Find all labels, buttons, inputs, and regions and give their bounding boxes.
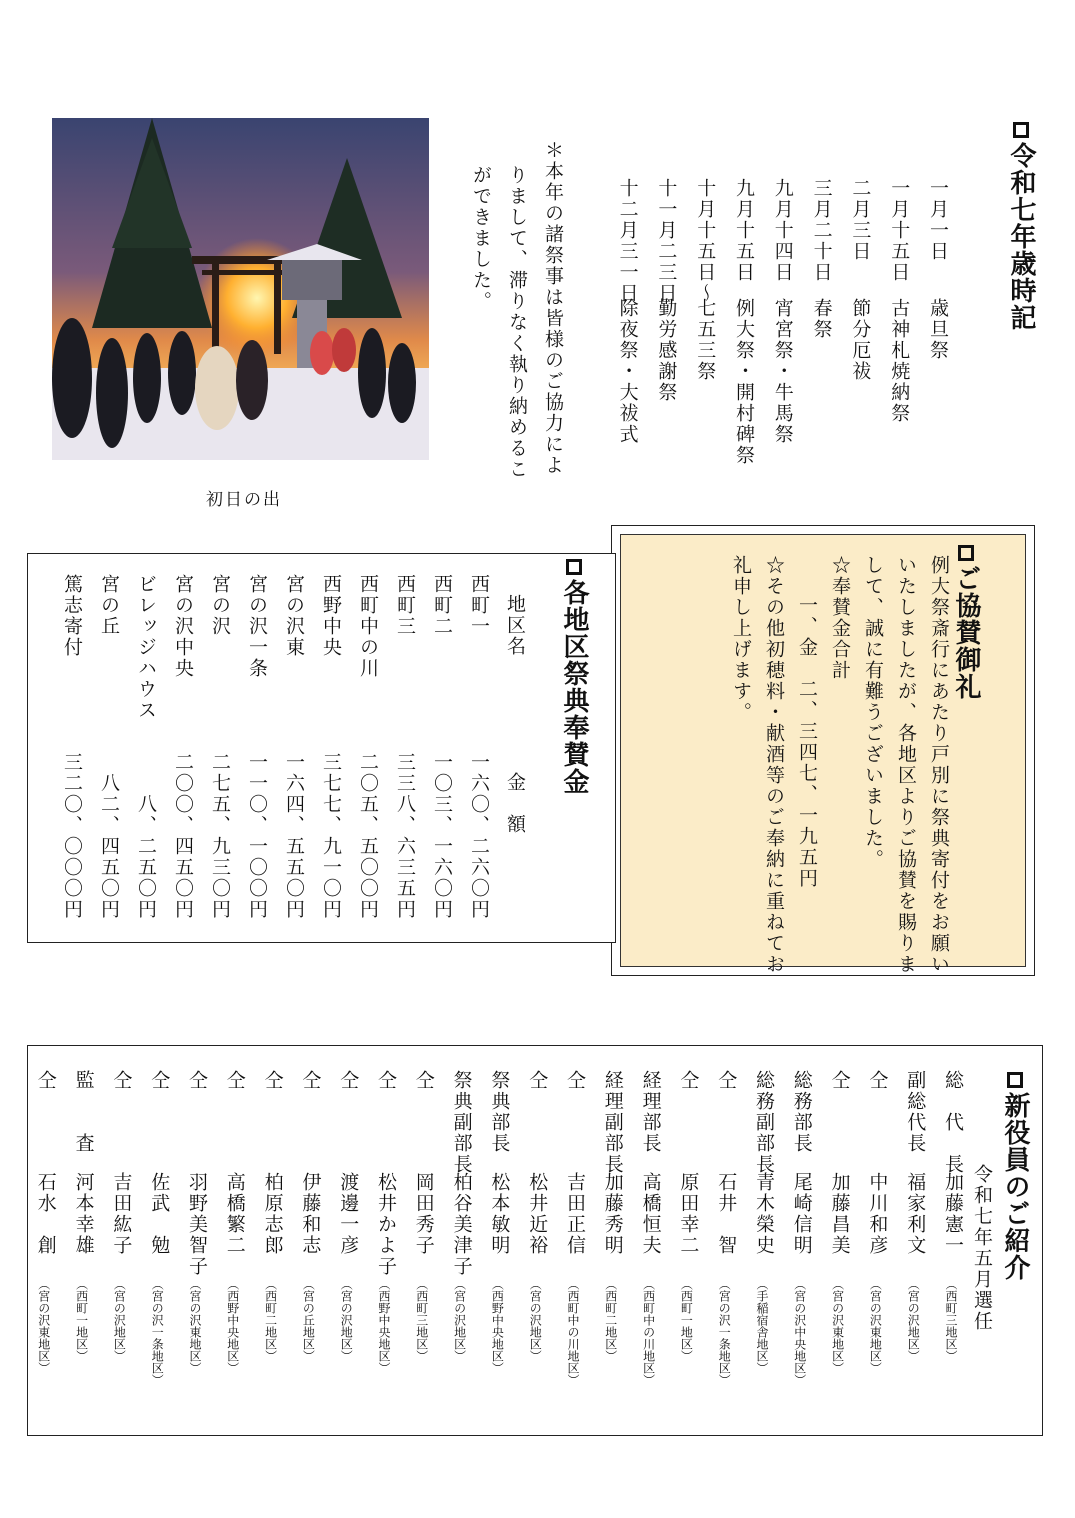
event-name: 歳旦祭 xyxy=(927,298,949,361)
officer-role: 経理部長 xyxy=(639,1070,662,1154)
officer-role: 仝 xyxy=(299,1070,322,1091)
district-name: 西野中央 xyxy=(320,574,342,658)
officer-area: （宮の沢中央地区） xyxy=(792,1278,807,1386)
officer-role: 仝 xyxy=(148,1070,171,1091)
officer-name: 松井近裕 xyxy=(526,1172,549,1256)
officer-name: 羽野美智子 xyxy=(186,1172,208,1277)
officers-date: 令和七年五月選任 xyxy=(971,1164,993,1332)
checkbox-bullet-icon xyxy=(958,545,974,561)
officer-name: 福家利文 xyxy=(904,1172,927,1256)
officer-name: 河本幸雄 xyxy=(72,1172,95,1256)
district-name: 宮の沢東 xyxy=(283,574,305,658)
officer-role: 経理副部長 xyxy=(601,1070,624,1175)
event-name: 勤労感謝祭 xyxy=(655,298,678,403)
event-date: 十二月三一日 xyxy=(616,178,639,304)
event-date: 十月十五日～ xyxy=(694,178,717,304)
officer-area: （西町中の川地区） xyxy=(641,1278,656,1386)
event-name: 節分厄祓 xyxy=(849,298,872,382)
officer-name: 吉田正信 xyxy=(564,1172,586,1256)
officer-name: 石水 創 xyxy=(34,1172,57,1256)
district-col-header-name: 地区名 xyxy=(504,594,526,657)
officer-role: 仝 xyxy=(186,1070,208,1091)
photo-caption: 初日の出 xyxy=(206,490,282,510)
officer-role: 仝 xyxy=(337,1070,360,1091)
officers-box xyxy=(27,1045,1043,1436)
officer-name: 原田幸二 xyxy=(677,1172,700,1256)
officer-name: 加藤秀明 xyxy=(601,1172,624,1256)
officer-role: 総 代 長 xyxy=(942,1070,964,1175)
officer-role: 仝 xyxy=(34,1070,57,1091)
officer-area: （西町三地区） xyxy=(944,1278,958,1362)
district-name: 宮の沢中央 xyxy=(172,574,194,679)
thanks-heading xyxy=(948,545,985,700)
officer-area: （宮の沢東地区） xyxy=(868,1278,883,1374)
new-year-sunrise-photo xyxy=(52,118,429,460)
district-amount: 一〇三、一六〇円 xyxy=(431,752,453,920)
officer-area: （西町三地区） xyxy=(414,1278,429,1362)
officers-heading-text: 新役員のご紹介 xyxy=(1000,1092,1030,1281)
officer-role: 仝 xyxy=(412,1070,435,1091)
officer-area: （宮の沢一条地区） xyxy=(717,1278,732,1386)
district-amount: 三三八、六三五円 xyxy=(394,752,416,920)
officer-area: （西野中央地区） xyxy=(225,1278,240,1374)
officer-role: 仝 xyxy=(715,1070,738,1091)
district-name: 西町二 xyxy=(431,574,453,637)
event-name: 除夜祭・大祓式 xyxy=(616,298,639,445)
officer-role: 仝 xyxy=(677,1070,700,1091)
officer-name: 伊藤和志 xyxy=(299,1172,322,1256)
officer-name: 石井 智 xyxy=(715,1172,738,1256)
officer-name: 高橋恒夫 xyxy=(639,1172,662,1256)
calendar-section xyxy=(0,0,1075,520)
district-amount: 二〇〇、四五〇円 xyxy=(172,752,194,920)
thanks-box xyxy=(611,525,1035,976)
event-name: 宵宮祭・牛馬祭 xyxy=(771,298,794,445)
district-amount: 三七七、九一〇円 xyxy=(320,752,342,920)
event-name: 春祭 xyxy=(810,298,833,340)
event-date: 九月十五日 xyxy=(733,178,755,283)
thanks-line: して、誠に有難うございました。 xyxy=(862,555,884,870)
event-date: 一月一日 xyxy=(927,178,949,262)
officer-role: 総務部長 xyxy=(790,1070,813,1154)
district-name: 西町中の川 xyxy=(357,574,379,679)
officer-area: （宮の沢東地区） xyxy=(830,1278,845,1374)
district-amount: 二〇五、五〇〇円 xyxy=(357,752,379,920)
officer-area: （宮の沢地区） xyxy=(528,1278,543,1362)
officer-area: （西町二地区） xyxy=(263,1278,278,1362)
officer-area: （宮の沢東地区） xyxy=(188,1278,202,1374)
officer-role: 仝 xyxy=(564,1070,586,1091)
officer-name: 吉田紘子 xyxy=(110,1172,133,1256)
district-heading-text: 各地区祭典奉賛金 xyxy=(559,579,589,795)
district-heading xyxy=(556,559,593,795)
event-name: 古神札焼納祭 xyxy=(888,298,911,424)
district-name: 西町一 xyxy=(468,574,490,637)
officer-role: 祭典部長 xyxy=(488,1070,511,1154)
event-date: 三月二十日 xyxy=(810,178,833,283)
event-date: 十一月二三日 xyxy=(655,178,678,304)
district-name: ビレッジハウス xyxy=(135,574,157,721)
district-amount: 三二〇、〇〇〇円 xyxy=(61,752,83,920)
district-amount: 八、二五〇円 xyxy=(135,794,157,920)
officer-name: 加藤憲一 xyxy=(942,1172,964,1256)
thanks-line: いたしましたが、各地区よりご協賛を賜りま xyxy=(895,555,917,975)
officer-area: （宮の沢一条地区） xyxy=(150,1278,165,1386)
district-name: 宮の沢 xyxy=(209,574,231,637)
thanks-panel xyxy=(620,534,1026,975)
checkbox-bullet-icon xyxy=(566,559,582,575)
district-name: 西町三 xyxy=(394,574,416,637)
officer-area: （宮の丘地区） xyxy=(301,1278,316,1362)
officers-heading xyxy=(997,1072,1034,1281)
officer-name: 高橋繁二 xyxy=(223,1172,246,1256)
officer-name: 佐武 勉 xyxy=(148,1172,171,1256)
officer-name: 中川和彦 xyxy=(866,1172,889,1256)
officer-area: （手稲宿舎地区） xyxy=(755,1278,769,1374)
district-col-header-amount: 金 額 xyxy=(504,772,526,835)
officer-area: （西町一地区） xyxy=(74,1278,89,1362)
district-box xyxy=(27,553,616,943)
event-name: 七五三祭 xyxy=(694,298,717,382)
officer-role: 仝 xyxy=(261,1070,284,1091)
officer-area: （宮の沢地区） xyxy=(112,1278,127,1362)
thanks-line: ☆その他初穂料・献酒等のご奉納に重ねてお xyxy=(763,555,785,975)
thanks-heading-text: ご協賛御礼 xyxy=(951,565,981,700)
officer-area: （西町一地区） xyxy=(679,1278,694,1362)
thanks-line: 例大祭斎行にあたり戸別に祭典寄付をお願い xyxy=(928,555,950,975)
officer-role: 仝 xyxy=(110,1070,133,1091)
officer-role: 祭典副部長 xyxy=(450,1070,473,1175)
checkbox-bullet-icon xyxy=(1013,122,1029,138)
officer-name: 加藤昌美 xyxy=(828,1172,851,1256)
note-line: ができました。 xyxy=(470,165,492,312)
district-amount: 一一〇、一〇〇円 xyxy=(246,752,268,920)
district-amount: 八二、四五〇円 xyxy=(98,773,120,920)
officer-name: 青木榮史 xyxy=(753,1172,775,1256)
officer-role: 副総代長 xyxy=(904,1070,927,1154)
officer-role: 仝 xyxy=(866,1070,889,1091)
district-amount: 一六〇、二六〇円 xyxy=(468,752,490,920)
event-date: 九月十四日 xyxy=(771,178,794,283)
officer-name: 柏原志郎 xyxy=(261,1172,284,1256)
officer-area: （宮の沢地区） xyxy=(339,1278,354,1362)
calendar-heading-text: 令和七年歳時記 xyxy=(1006,142,1036,331)
officer-role: 仝 xyxy=(223,1070,246,1091)
event-date: 一月十五日 xyxy=(888,178,911,283)
thanks-line: ☆奉賛金合計 xyxy=(829,555,851,681)
officer-role: 仝 xyxy=(375,1070,397,1091)
checkbox-bullet-icon xyxy=(1007,1072,1023,1088)
officer-role: 監 査 xyxy=(72,1070,95,1154)
officer-area: （西町中の川地区） xyxy=(566,1278,580,1386)
officer-area: （西野中央地区） xyxy=(377,1278,391,1374)
officer-role: 総務副部長 xyxy=(753,1070,775,1175)
officer-area: （宮の沢東地区） xyxy=(36,1278,51,1374)
officer-area: （宮の沢地区） xyxy=(452,1278,467,1362)
thanks-line: 礼申し上げます。 xyxy=(730,555,752,723)
officer-name: 松本敏明 xyxy=(488,1172,511,1256)
officer-name: 岡田秀子 xyxy=(412,1172,435,1256)
district-name: 篤志寄付 xyxy=(61,574,83,658)
officer-name: 尾崎信明 xyxy=(790,1172,813,1256)
district-amount: 二七五、九三〇円 xyxy=(209,752,231,920)
district-name: 宮の沢一条 xyxy=(246,574,268,679)
officer-name: 渡邊一彦 xyxy=(337,1172,360,1256)
calendar-heading xyxy=(1003,122,1040,331)
officer-area: （西野中央地区） xyxy=(490,1278,505,1374)
note-line: りまして、滞りなく執り納めるこ xyxy=(506,165,528,480)
event-date: 二月三日 xyxy=(849,178,872,262)
officer-name: 松井かよ子 xyxy=(375,1172,397,1277)
district-amount: 一六四、五五〇円 xyxy=(283,752,305,920)
officer-role: 仝 xyxy=(828,1070,851,1091)
officer-role: 仝 xyxy=(526,1070,549,1091)
district-name: 宮の丘 xyxy=(98,574,120,637)
officer-area: （宮の沢地区） xyxy=(906,1278,921,1362)
note-line: ＊本年の諸祭事は皆様のご協力によ xyxy=(542,140,564,476)
officer-area: （西町二地区） xyxy=(603,1278,618,1362)
thanks-line: 一、金 二、三四七、一九五円 xyxy=(796,595,818,889)
sunrise-photo-image xyxy=(52,118,429,460)
event-name: 例大祭・開村碑祭 xyxy=(733,298,755,466)
officer-name: 柏谷美津子 xyxy=(450,1172,473,1277)
